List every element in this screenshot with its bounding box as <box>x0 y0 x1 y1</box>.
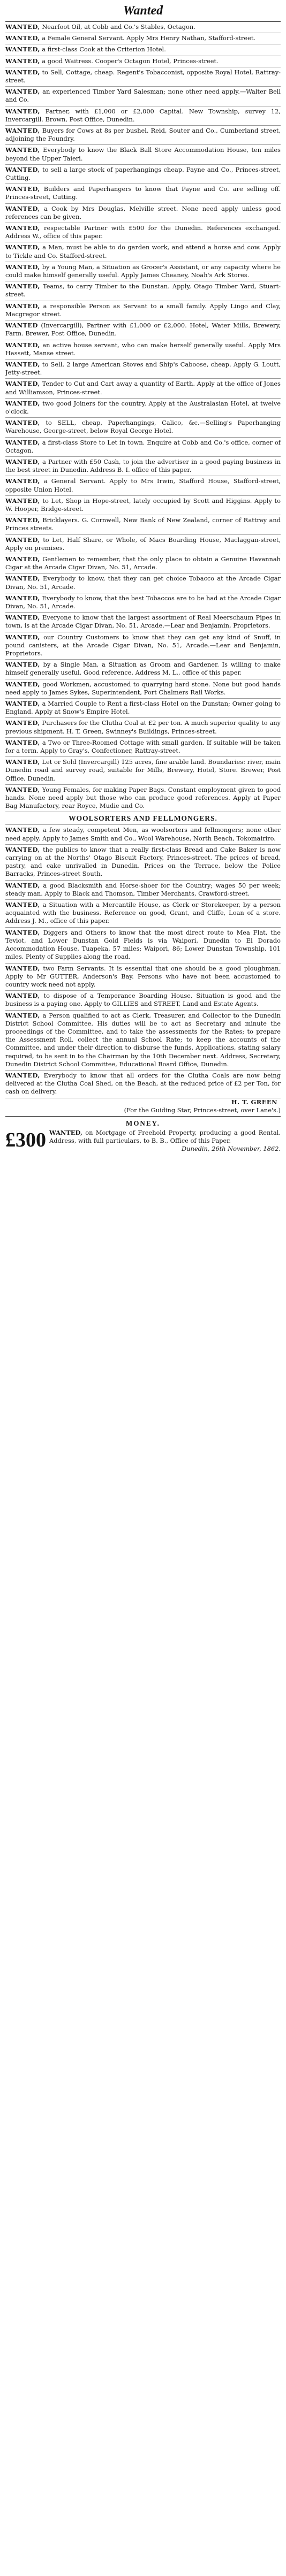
ad-text: Partner, with £1,000 or £2,000 Capital. New Township, survey 12, Invercargill. Brown, Post Office, Dunedin. <box>5 107 281 123</box>
ad-keyword: WANTED, <box>5 881 40 889</box>
classified-ad <box>5 87 281 106</box>
ad-text: two Farm Servants. It is essential that one should be a good ploughman. Apply to Mr GUTTER, Anderson's Bay. Persons who have not been accustomed to country work need not apply. <box>5 964 281 988</box>
ad-keyword: WANTED, <box>5 719 40 727</box>
ad-text: Nearfoot Oil, at Cobb and Co.'s Stables, Octagon. <box>42 23 195 30</box>
classified-ad <box>5 457 281 476</box>
classified-ad <box>5 56 281 67</box>
ad-keyword: WANTED, <box>5 263 40 271</box>
classified-ad <box>5 718 281 737</box>
classified-ad <box>5 496 281 515</box>
ad-text: a Situation with a Mercantile House, as Clerk or Storekeeper, by a person acquainted with the business. Reference on good, Grant, and Cliffe, Loan of a store. Address J. M., office of this paper. <box>5 901 281 925</box>
classified-ad <box>5 757 281 785</box>
classified-ad <box>5 928 281 964</box>
ad-keyword: WANTED, <box>5 399 40 407</box>
ad-text: a Female General Servant. Apply Mrs Henry Nathan, Stafford-street. <box>42 34 256 42</box>
ad-keyword: WANTED, <box>5 516 40 524</box>
ad-keyword: WANTED, <box>5 165 40 173</box>
ad-keyword: WANTED, <box>5 785 40 793</box>
green-signature-block <box>5 1098 281 1117</box>
classified-ad <box>5 106 281 126</box>
ad-text: Everybody to know, that the best Tobaccos are to be had at the Arcade Cigar Divan, No. 51, Arcade. <box>5 594 281 610</box>
ad-text: a good Blacksmith and Horse-shoer for the Country; wages 50 per week; steady man. Apply to Black and Thomson, Timber Merchants, Crawford-street. <box>5 881 281 897</box>
ad-keyword: WANTED, <box>5 204 40 212</box>
classified-ad <box>5 399 281 418</box>
ad-text: Diggers and Others to know that the most direct route to Mea Flat, the Teviot, and Lower Dunstan Gold Fields is via Waipori, Dunedin to El Dorado Accommodation House, Tuapeka, 57 miles; Waipori, 86; Lower Dunstan Township, 101 miles. Plenty of Supplies along the road. <box>5 928 281 961</box>
ad-keyword: WANTED, <box>5 360 40 368</box>
ad-keyword: WANTED, <box>5 380 40 388</box>
classified-ad <box>5 126 281 145</box>
classified-ad <box>5 699 281 718</box>
classified-ad <box>5 22 281 33</box>
classified-ad <box>5 881 281 900</box>
ad-keyword: WANTED, <box>5 555 40 563</box>
ad-keyword: WANTED, <box>5 243 40 251</box>
classified-column <box>5 0 281 1153</box>
ad-text: a General Servant. Apply to Mrs Irwin, Stafford House, Stafford-street, opposite Union Hotel. <box>5 477 281 493</box>
classified-ad <box>5 223 281 242</box>
ad-text: our Country Customers to know that they can get any kind of Snuff, in pound canisters, at the Arcade Cigar Divan, No. 51, Arcade.—Lear and Benjamin, Proprietors. <box>5 633 281 657</box>
ad-keyword: WANTED, <box>5 23 40 30</box>
ad-text: a Married Couple to Rent a first-class Hotel on the Dunstan; Owner going to England. Apply at Snow's Empire Hotel. <box>5 700 281 716</box>
classified-ad <box>5 165 281 184</box>
ad-keyword: WANTED, <box>5 341 40 349</box>
classified-ad <box>5 145 281 164</box>
ad-keyword: WANTED, <box>5 457 40 465</box>
classified-ad <box>5 44 281 56</box>
ad-text: Buyers for Cows at 8s per bushel. Reid, Souter and Co., Cumberland street, adjoining the Foundry. <box>5 127 281 143</box>
ad-text: by a Single Man, a Situation as Groom and Gardener. Is willing to make himself generally useful. Good reference. Address M. L., office of this paper. <box>5 661 281 677</box>
classified-ad <box>5 660 281 679</box>
classified-ad <box>5 845 281 881</box>
section-heading: WOOLSORTERS AND FELLMONGERS. <box>5 812 281 825</box>
ad-text: a first-class Store to Let in town. Enquire at Cobb and Co.'s office, corner of Octagon. <box>5 438 281 454</box>
classified-ad <box>5 632 281 660</box>
ad-text: Purchasers for the Clutha Coal at £2 per ton. A much superior quality to any previous shipment. H. T. Green, Swinney's Buildings, Princes-street. <box>5 719 281 735</box>
money-text: on Mortgage of Freehold Property, producing a good Rental. Address, with full particulars, to B. B., Office of this Paper. <box>49 1128 281 1145</box>
ad-keyword: WANTED, <box>5 992 40 1000</box>
ad-text: Builders and Paperhangers to know that Payne and Co. are selling off. Princes-street, Cutting. <box>5 185 281 201</box>
ad-keyword: WANTED, <box>5 845 40 853</box>
ad-keyword: WANTED, <box>5 127 40 135</box>
ad-text: to SELL, cheap, Paperhangings, Calico, &c.—Selling's Paperhanging Warehouse, George-street, below Royal George Hotel. <box>5 419 281 435</box>
ad-keyword: WANTED, <box>5 758 40 766</box>
money-heading: MONEY. <box>5 1117 281 1129</box>
ad-text: Gentlemen to remember, that the only place to obtain a Genuine Havannah Cigar at the Arcade Cigar Divan, No. 51, Arcade. <box>5 555 281 571</box>
ad-keyword: WANTED, <box>5 438 40 446</box>
ad-text: to Sell, 2 large American Stoves and Ship's Caboose, cheap. Apply G. Loutt, Jetty-street. <box>5 360 281 377</box>
classified-ad <box>5 785 281 813</box>
classified-ad <box>5 574 281 593</box>
classified-ad <box>5 418 281 437</box>
classified-ad <box>5 340 281 360</box>
ad-text: the publics to know that a really first-class Bread and Cake Baker is now carrying on at the Norths' Otago Biscuit Factory, Princes-street. The prices of bread, pastry, and cake unrivalled in Dunedin. Prices on the Terrace, below the Police Barracks, Princes-street South. <box>5 845 281 878</box>
classified-ad <box>5 679 281 699</box>
money-dateline: Dunedin, 26th November, 1862. <box>182 1145 281 1153</box>
classified-ad <box>5 281 281 301</box>
ad-text: a Partner with £50 Cash, to join the advertiser in a good paying business in the best street in Dunedin. Address B. I. office of this paper. <box>5 457 281 474</box>
ad-text: to dispose of a Temperance Boarding House. Situation is good and the business is a paying one. Apply to GILLIES and STREET, Land and Estate Agents. <box>5 992 281 1008</box>
ad-keyword: WANTED <box>5 322 38 330</box>
classified-ad <box>5 515 281 534</box>
green-signature: H. T. GREEN <box>231 1098 277 1106</box>
ad-text: to sell a large stock of paperhangings cheap. Payne and Co., Princes-street, Cutting. <box>5 165 281 182</box>
ad-keyword: WANTED, <box>5 826 40 834</box>
ad-text: Everybody to know the Black Ball Store Accommodation House, ten miles beyond the Upper Taieri. <box>5 146 281 162</box>
classified-ad <box>5 33 281 44</box>
ad-text: a responsible Person as Servant to a small family. Apply Lingo and Clay, Macgregor street. <box>5 302 281 318</box>
classified-ad <box>5 825 281 844</box>
ad-keyword: WANTED, <box>5 661 40 669</box>
ad-text: a good Waitress. Cooper's Octagon Hotel, Princes-street. <box>42 57 219 65</box>
ad-text: Tender to Cut and Cart away a quantity of Earth. Apply at the office of Jones and Williamson, Princes-street. <box>5 380 281 396</box>
ad-keyword: WANTED, <box>5 680 40 688</box>
ad-keyword: WANTED, <box>5 738 40 746</box>
ad-text: a Man, must be able to do garden work, and attend a horse and cow. Apply to Tickle and Co. Stafford-street. <box>5 243 281 259</box>
wanted-heading: Wanted <box>123 4 163 18</box>
ad-keyword: WANTED, <box>5 146 40 154</box>
classified-ad <box>5 738 281 757</box>
classified-ad <box>5 262 281 281</box>
ad-text: two good Joiners for the country. Apply at the Australasian Hotel, at twelve o'clock. <box>5 399 281 415</box>
ad-keyword: WANTED, <box>5 45 40 53</box>
ad-keyword: WANTED, <box>5 1011 40 1019</box>
classified-ad <box>5 593 281 613</box>
money-keyword: WANTED, <box>49 1128 82 1136</box>
classified-ad <box>5 67 281 87</box>
classified-ad <box>5 535 281 554</box>
classified-ad <box>5 554 281 574</box>
ad-text: a Cook by Mrs Douglas, Melville street. None need apply unless good references can be given. <box>5 204 281 220</box>
money-ad <box>5 1129 281 1153</box>
ad-text: a first-class Cook at the Criterion Hotel. <box>42 45 166 53</box>
ad-text: Let or Sold (Invercargill) 125 acres, fine arable land. Boundaries: river, main Dunedin road and survey road, suitable for Mills, Brewery, Hotel, Store. Brewer, Post Office, Dunedin. <box>5 758 281 782</box>
ad-keyword: WANTED, <box>5 88 40 96</box>
ad-keyword: WANTED, <box>5 57 40 65</box>
ad-text: good Workmen, accustomed to quarrying hard stone. None but good hands need apply to James Sykes, Superintendent, Port Chalmers Rail Works. <box>5 680 281 696</box>
ad-keyword: WANTED, <box>5 928 40 936</box>
ad-text: to Let, Shop in Hope-street, lately occupied by Scott and Higgins. Apply to W. Hooper, Bridge-street. <box>5 496 281 513</box>
ad-text: Young Females, for making Paper Bags. Constant employment given to good hands. None need apply but those who can produce good references. Apply at Paper Bag Manufactory, rear Royce, Mudie and Co. <box>5 785 281 810</box>
ad-keyword: WANTED, <box>5 107 40 115</box>
ad-keyword: WANTED, <box>5 282 40 291</box>
ad-keyword: WANTED, <box>5 633 40 641</box>
ad-keyword: WANTED, <box>5 1071 40 1079</box>
ad-text: respectable Partner with £500 for the Dunedin. References exchanged. Address W., office of this paper. <box>5 224 281 240</box>
ad-text: by a Young Man, a Situation as Grocer's Assistant, or any capacity where he could make himself generally useful. Apply James Cheaney, Noah's Ark Stores. <box>5 263 281 279</box>
classified-ad <box>5 1011 281 1071</box>
ad-keyword: WANTED, <box>5 614 40 622</box>
classified-ad <box>5 242 281 262</box>
ad-text: an active house servant, who can make herself generally useful. Apply Mrs Hassett, Manse street. <box>5 341 281 357</box>
ad-text: Teams, to carry Timber to the Dunstan. Apply, Otago Timber Yard, Stuart-street. <box>5 282 281 299</box>
ad-text: a Two or Three-Roomed Cottage with small garden. If suitable will be taken for a term. Apply to Gray's, Confectioner, Rattray-street. <box>5 738 281 755</box>
ad-text: (Invercargill), Partner with £1,000 or £2,000. Hotel, Water Mills, Brewery, Farm. Brewer, Post Office, Dunedin. <box>5 322 281 338</box>
ad-text: to Sell, Cottage, cheap. Regent's Tobacconist, opposite Royal Hotel, Rattray-street. <box>5 68 281 85</box>
classified-ad <box>5 320 281 340</box>
green-address: (For the Guiding Star, Princes-street, over Lane's.) <box>124 1106 281 1114</box>
ad-keyword: WANTED, <box>5 575 40 583</box>
classified-ad <box>5 1071 281 1098</box>
ad-text: Bricklayers. G. Cornwell, New Bank of New Zealand, corner of Rattray and Princes streets. <box>5 516 281 532</box>
ad-keyword: WANTED, <box>5 901 40 909</box>
ad-keyword: WANTED, <box>5 700 40 708</box>
ad-keyword: WANTED, <box>5 34 40 42</box>
ad-text: a few steady, competent Men, as woolsorters and fellmongers; none other need apply. Apply to James Smith and Co., Wool Warehouse, North Beach, Tokomairiro. <box>5 826 281 842</box>
classified-ad <box>5 204 281 223</box>
classified-ad <box>5 991 281 1010</box>
classified-ad <box>5 360 281 379</box>
ad-keyword: WANTED, <box>5 496 40 505</box>
ad-text: to Let, Half Share, or Whole, of Macs Boarding House, Maclaggan-street, Apply on premises. <box>5 536 281 552</box>
classified-ad <box>5 964 281 991</box>
ad-keyword: WANTED, <box>5 594 40 602</box>
classified-ad <box>5 476 281 495</box>
ad-keyword: WANTED, <box>5 419 40 427</box>
ad-keyword: WANTED, <box>5 68 40 76</box>
classified-ad <box>5 438 281 457</box>
ad-text: an experienced Timber Yard Salesman; none other need apply.—Walter Bell and Co. <box>5 88 281 104</box>
ad-text: Everyone to know that the largest assortment of Real Meerschaum Pipes in town, is at the Arcade Cigar Divan, No. 51, Arcade.—Lear and Benjamin, Proprietors. <box>5 614 281 630</box>
classified-ad <box>5 301 281 320</box>
ad-keyword: WANTED, <box>5 536 40 544</box>
ad-keyword: WANTED, <box>5 224 40 232</box>
money-amount: £300 <box>5 1128 46 1151</box>
ads-list <box>5 22 281 1098</box>
classified-ad <box>5 379 281 398</box>
classified-ad <box>5 184 281 203</box>
ad-text: a Person qualified to act as Clerk, Treasurer, and Collector to the Dunedin District School Committee. His duties will be to act as Secretary and minute the proceedings of the Committee, and to take the assessments for the Rates; to prepare the Assessment Roll, collect the annual School Rate; to keep the accounts of the Committee, and under their direction to disburse the funds. Applications, stating salary required, to be sent in to the Chairman by the 10th December next. Address, Secretary, Dunedin District School Committee, Educational Board Office, Dunedin. <box>5 1011 281 1068</box>
ad-keyword: WANTED, <box>5 302 40 310</box>
ad-text: Everybody to know, that they can get choice Tobacco at the Arcade Cigar Divan, No. 51, Arcade. <box>5 575 281 591</box>
classified-ad <box>5 613 281 632</box>
ad-keyword: WANTED, <box>5 964 40 972</box>
ad-keyword: WANTED, <box>5 185 40 193</box>
ad-keyword: WANTED, <box>5 477 40 485</box>
ad-text: Everybody to know that all orders for the Clutha Coals are now being delivered at the Clutha Coal Shed, on the Beach, at the reduced price of £2 per Ton, for cash on delivery. <box>5 1071 281 1096</box>
classified-ad <box>5 900 281 928</box>
